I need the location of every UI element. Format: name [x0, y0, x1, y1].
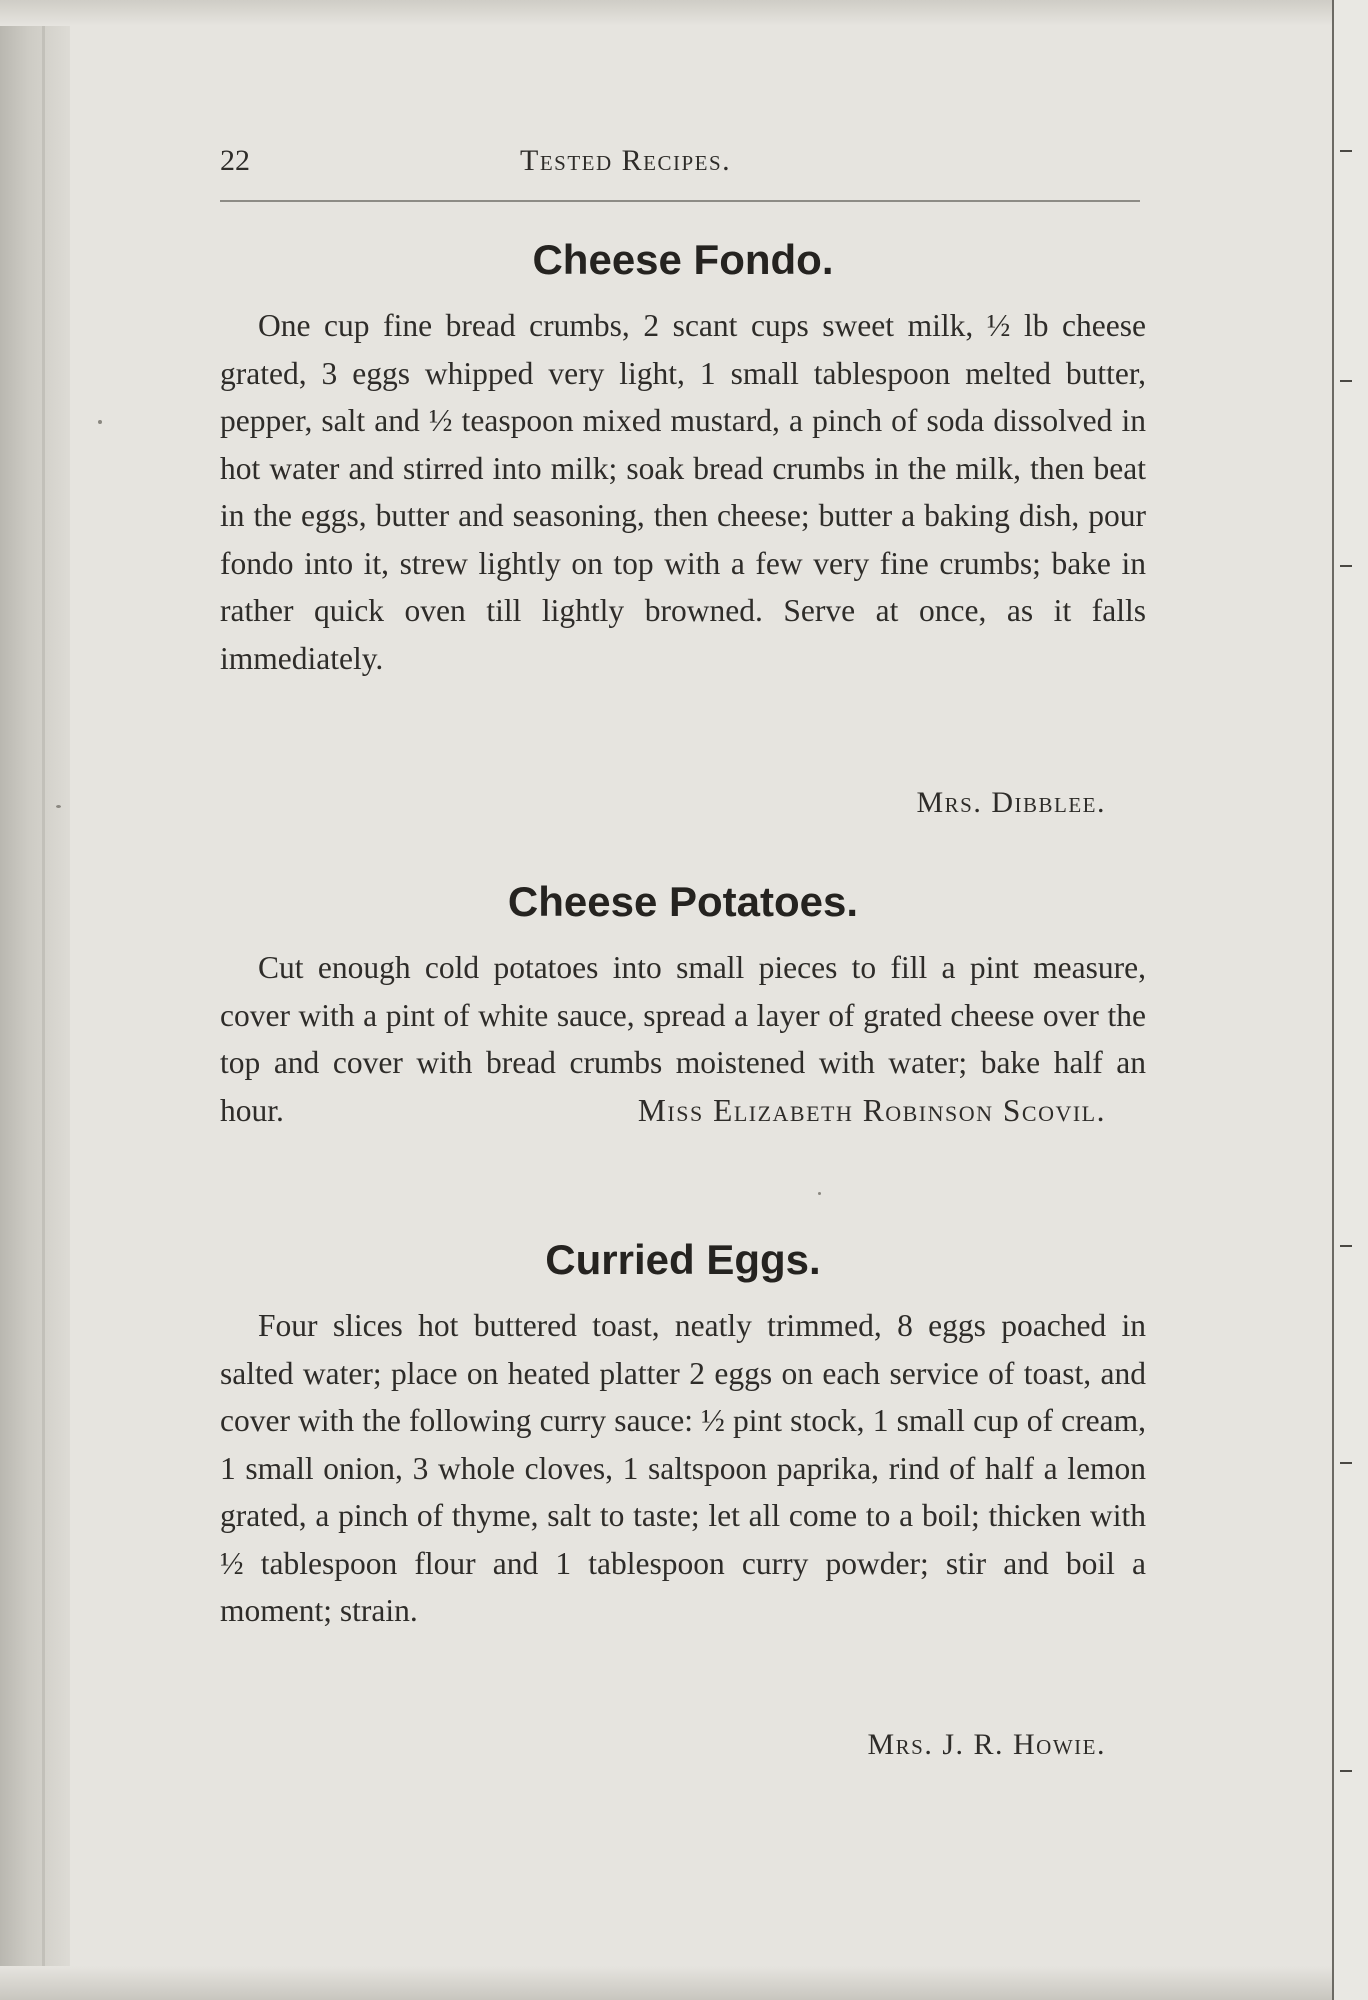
- header-rule: [220, 200, 1140, 202]
- running-head: [220, 138, 1146, 184]
- recipe-body: One cup fine bread crumbs, 2 scant cups sweet milk, ½ lb cheese grated, 3 eggs whipped very light, 1 small tablespoon melted butter, pepper, salt and ½ teaspoon mixed mustard, a pinch of soda dissolved in hot water and stirred into milk; soak bread crumbs in the milk, then beat in the eggs, butter and seasoning, then cheese; butter a baking dish, pour fondo into it, strew lightly on top with a few very fine crumbs; bake in rather quick oven till lightly browned. Serve at once, as it falls immediately.: [220, 308, 1146, 676]
- recipe-title: Cheese Potatoes.: [507, 878, 859, 925]
- edge-mark: [1340, 1770, 1352, 1772]
- page-number: 22: [220, 144, 250, 177]
- edge-mark: [1340, 380, 1352, 382]
- page-binding: [0, 0, 70, 2000]
- print-speck: [98, 420, 102, 424]
- top-shadow: [0, 0, 1368, 26]
- recipe-body: [220, 944, 1146, 1134]
- edge-mark: [1340, 565, 1352, 567]
- recipe-body: Four slices hot buttered toast, neatly trimmed, 8 eggs poached in salted water; place on heated platter 2 eggs on each service of toast, and cover with the following curry sauce: ½ pint stock, 1 small cup of cream, 1 small onion, 3 whole cloves, 1 saltspoon paprika, rind of half a lemon grated, a pinch of thyme, salt to taste; let all come to a boil; thicken with ½ tablespoon flour and 1 tablespoon curry powder; stir and boil a moment; strain.: [220, 1308, 1146, 1628]
- facing-page-edge: [1332, 0, 1368, 2000]
- edge-mark: [1340, 1462, 1352, 1464]
- running-title: Tested Recipes.: [520, 144, 732, 177]
- recipe-signature: Miss Elizabeth Robinson Scovil.: [637, 1092, 1106, 1128]
- recipe-title: Curried Eggs.: [545, 1236, 821, 1283]
- bottom-shadow: [0, 1966, 1368, 2000]
- recipe-title: Cheese Fondo.: [532, 236, 834, 283]
- recipe-signature: Mrs. J. R. Howie.: [867, 1728, 1106, 1761]
- edge-mark: [1340, 1245, 1352, 1247]
- print-speck: [818, 1192, 821, 1195]
- recipe-signature: Mrs. Dibblee.: [916, 786, 1106, 819]
- recipe-body-text: Cut enough cold potatoes into small pieces to fill a pint measure, cover with a pint of white sauce, spread a layer of grated cheese over the top and cover with bread crumbs moistened with water; bake half an hour.: [220, 950, 1146, 1128]
- edge-mark: [1340, 150, 1352, 152]
- print-speck: [56, 805, 61, 808]
